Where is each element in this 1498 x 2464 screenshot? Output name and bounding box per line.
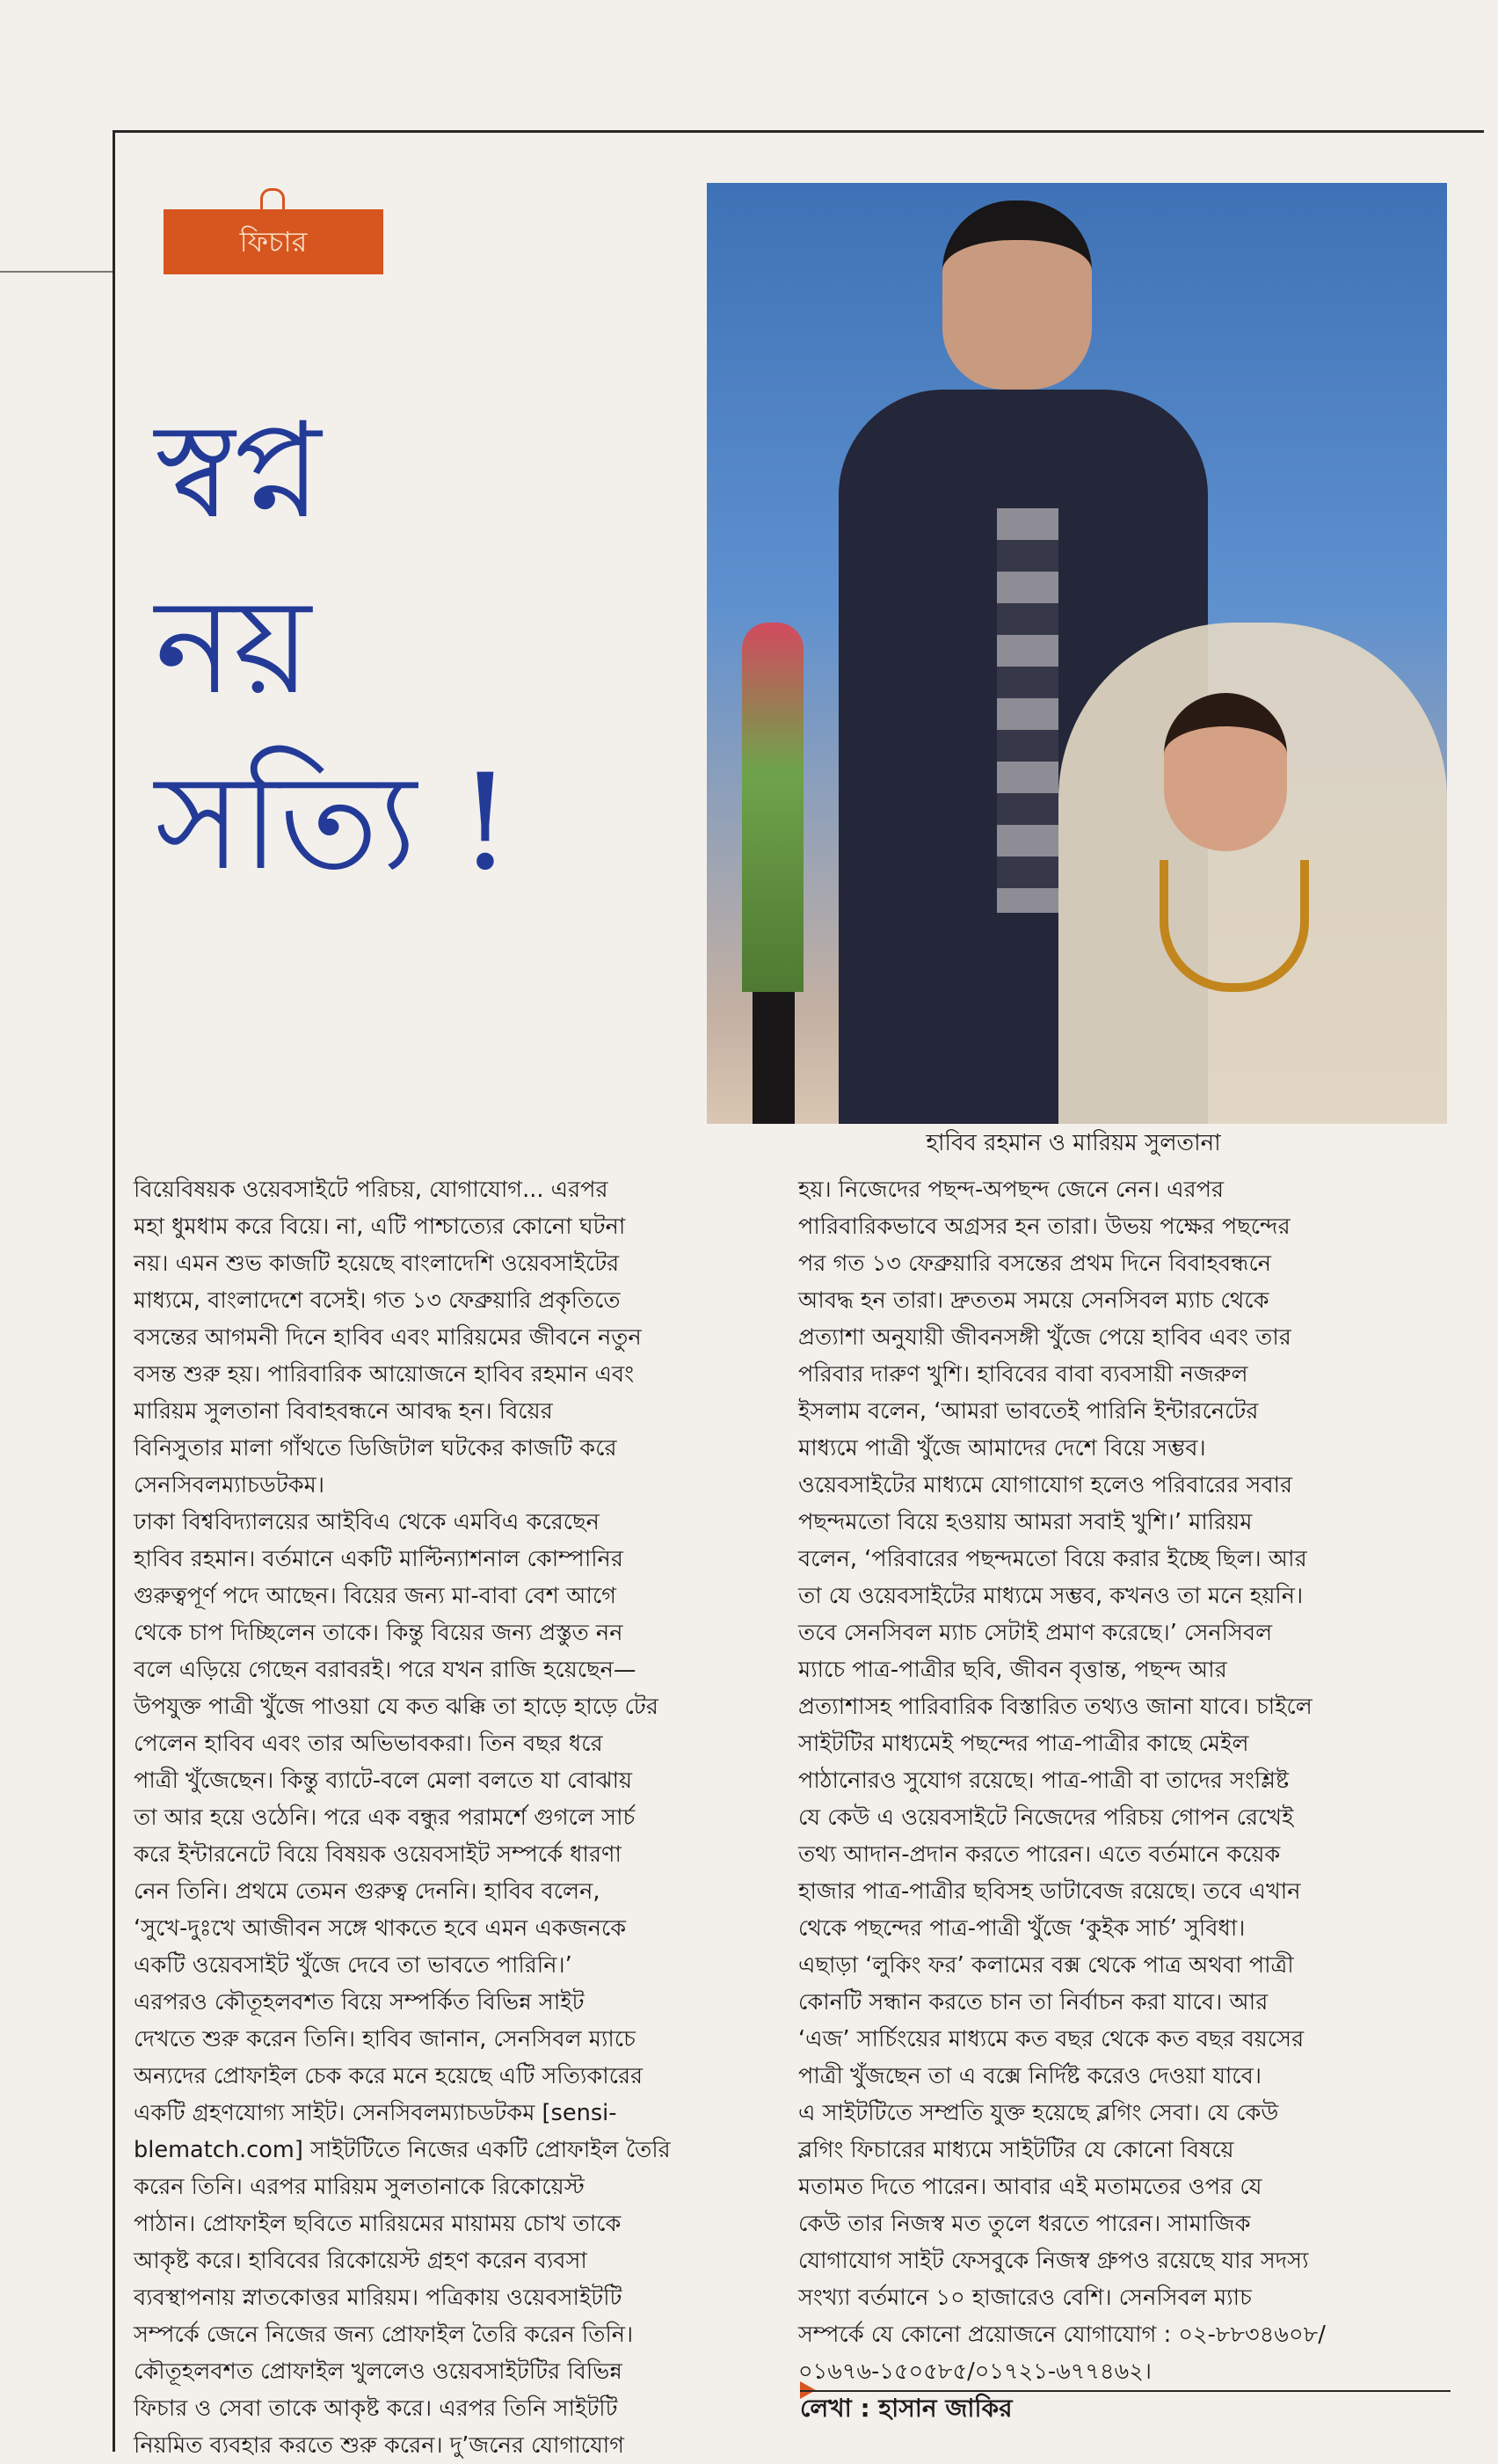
headline-line-1: স্বপ্ন bbox=[155, 395, 322, 548]
body-line: এ সাইটটিতে সম্প্রতি যুক্ত হয়েছে ব্লগিং সেবা। যে কেউ bbox=[798, 2100, 1279, 2126]
body-line: মতামত দিতে পারেন। আবার এই মতামতের ওপর যে bbox=[798, 2174, 1262, 2200]
body-line: পছন্দমতো বিয়ে হওয়ায় আমরা সবাই খুশি।’ মারিয়ম bbox=[798, 1509, 1253, 1535]
body-line: পারিবারিকভাবে অগ্রসর হন তারা। উভয় পক্ষের পছন্দের bbox=[798, 1214, 1291, 1240]
body-line: অন্যদের প্রোফাইল চেক করে মনে হয়েছে এটি সত্যিকারের bbox=[134, 2063, 644, 2089]
bride-necklace bbox=[1160, 860, 1309, 992]
body-line: হাজার পাত্র-পাত্রীর ছবিসহ ডাটাবেজ রয়েছে। তবে এখান bbox=[798, 1878, 1301, 1905]
body-line: একটি ওয়েবসাইট খুঁজে দেবে তা ভাবতে পারিনি।’ bbox=[134, 1952, 572, 1979]
body-line: একটি গ্রহণযোগ্য সাইট। সেনসিবলম্যাচডটকম [sensi- bbox=[134, 2100, 617, 2126]
body-line: পাঠানোরও সুযোগ রয়েছে। পাত্র-পাত্রী বা তাদের সংশ্লিষ্ট bbox=[798, 1768, 1290, 1794]
flower-bouquet bbox=[742, 623, 804, 992]
body-line: ওয়েবসাইটের মাধ্যমে যোগাযোগ হলেও পরিবারের সবার bbox=[798, 1472, 1293, 1498]
body-line: মাধ্যমে পাত্রী খুঁজে আমাদের দেশে বিয়ে সম্ভব। bbox=[798, 1435, 1206, 1462]
page-fold-line bbox=[0, 271, 114, 273]
body-line: মারিয়ম সুলতানা বিবাহবন্ধনে আবদ্ধ হন। বিয়ের bbox=[134, 1398, 553, 1425]
body-line: বলেন, ‘পরিবারের পছন্দমতো বিয়ে করার ইচ্ছে ছিল। আর bbox=[798, 1546, 1307, 1572]
flower-vase bbox=[753, 992, 795, 1124]
body-line: এরপরও কৌতূহলবশত বিয়ে সম্পর্কিত বিভিন্ন সাইট bbox=[134, 1989, 585, 2016]
body-line: বিনিসুতার মালা গাঁথতে ডিজিটাল ঘটকের কাজটি করে bbox=[134, 1435, 617, 1462]
body-line: কোনটি সন্ধান করতে চান তা নির্বাচন করা যাবে। আর bbox=[798, 1989, 1269, 2016]
sherwani-embroidery bbox=[997, 508, 1058, 913]
body-line: সংখ্যা বর্তমানে ১০ হাজারেও বেশি। সেনসিবল ম্যাচ bbox=[798, 2285, 1252, 2311]
body-line: পেলেন হাবিব এবং তার অভিভাবকরা। তিন বছর ধরে bbox=[134, 1731, 603, 1757]
article-column-left bbox=[134, 1171, 780, 2464]
body-line: পাত্রী খুঁজেছেন। কিন্তু ব্যাটে-বলে মেলা বলতে যা বোঝায় bbox=[134, 1768, 633, 1794]
bride-face bbox=[1164, 693, 1287, 851]
headline-line-3: সত্যি ! bbox=[155, 747, 513, 900]
body-line: যে কেউ এ ওয়েবসাইটে নিজেদের পরিচয় গোপন রেখেই bbox=[798, 1804, 1294, 1831]
body-line: সেনসিবলম্যাচডটকম। bbox=[134, 1472, 325, 1498]
section-tag: ফিচার bbox=[164, 209, 383, 274]
body-line: ঢাকা বিশ্ববিদ্যালয়ের আইবিএ থেকে এমবিএ করেছেন bbox=[134, 1509, 600, 1535]
body-line: ফিচার ও সেবা তাকে আকৃষ্ট করে। এরপর তিনি সাইটটি bbox=[134, 2395, 618, 2422]
body-line: করেন তিনি। এরপর মারিয়ম সুলতানাকে রিকোয়েস্ট bbox=[134, 2174, 585, 2200]
body-line: কৌতূহলবশত প্রোফাইল খুললেও ওয়েবসাইটটির বিভিন্ন bbox=[134, 2358, 622, 2385]
body-line: থেকে চাপ দিচ্ছিলেন তাকে। কিন্তু বিয়ের জন্য প্রস্তুত নন bbox=[134, 1620, 623, 1646]
body-line: ‘এজ’ সার্চিংয়ের মাধ্যমে কত বছর থেকে কত বছর বয়সের bbox=[798, 2026, 1305, 2052]
article-column-right bbox=[798, 1171, 1444, 2390]
body-line: ম্যাচে পাত্র-পাত্রীর ছবি, জীবন বৃত্তান্ত, পছন্দ আর bbox=[798, 1657, 1227, 1683]
body-line: নেন তিনি। প্রথমে তেমন গুরুত্ব দেননি। হাবিব বলেন, bbox=[134, 1878, 600, 1905]
body-line: পরিবার দারুণ খুশি। হাবিবের বাবা ব্যবসায়ী নজরুল bbox=[798, 1361, 1248, 1388]
body-line: মাধ্যমে, বাংলাদেশে বসেই। গত ১৩ ফেব্রুয়ারি প্রকৃতিতে bbox=[134, 1287, 621, 1314]
body-line: তবে সেনসিবল ম্যাচ সেটাই প্রমাণ করেছে।’ সেনসিবল bbox=[798, 1620, 1273, 1646]
body-line: প্রত্যাশা অনুযায়ী জীবনসঙ্গী খুঁজে পেয়ে হাবিব এবং তার bbox=[798, 1324, 1291, 1351]
body-line: পাঠান। প্রোফাইল ছবিতে মারিয়মের মায়াময় চোখ তাকে bbox=[134, 2211, 622, 2237]
body-line: নয়। এমন শুভ কাজটি হয়েছে বাংলাদেশি ওয়েবসাইটের bbox=[134, 1250, 620, 1277]
body-line: দেখতে শুরু করেন তিনি। হাবিব জানান, সেনসিবল ম্যাচে bbox=[134, 2026, 636, 2052]
groom-face bbox=[942, 200, 1092, 390]
couple-photo bbox=[707, 183, 1447, 1124]
body-line: হাবিব রহমান। বর্তমানে একটি মাল্টিন্যাশনাল কোম্পানির bbox=[134, 1546, 623, 1572]
body-line: তথ্য আদান-প্রদান করতে পারেন। এতে বর্তমানে কয়েক bbox=[798, 1841, 1281, 1868]
body-line: মহা ধুমধাম করে বিয়ে। না, এটি পাশ্চাত্যের কোনো ঘটনা bbox=[134, 1214, 626, 1240]
byline: লেখা : হাসান জাকির bbox=[800, 2394, 1013, 2423]
body-line: থেকে পছন্দের পাত্র-পাত্রী খুঁজে ‘কুইক সার্চ’ সুবিধা। bbox=[798, 1915, 1246, 1942]
body-line: blematch.com] সাইটটিতে নিজের একটি প্রোফাইল তৈরি bbox=[134, 2137, 671, 2163]
body-line: যোগাযোগ সাইট ফেসবুকে নিজস্ব গ্রুপও রয়েছে যার সদস্য bbox=[798, 2248, 1309, 2274]
body-line: ০১৬৭৬-১৫০৫৮৫/০১৭২১-৬৭৭৪৬২। bbox=[798, 2358, 1153, 2385]
body-line: এছাড়া ‘লুকিং ফর’ কলামের বক্স থেকে পাত্র অথবা পাত্রী bbox=[798, 1952, 1294, 1979]
body-line: পাত্রী খুঁজছেন তা এ বক্সে নির্দিষ্ট করেও দেওয়া যাবে। bbox=[798, 2063, 1262, 2089]
body-line: প্রত্যাশাসহ পারিবারিক বিস্তারিত তথ্যও জানা যাবে। চাইলে bbox=[798, 1694, 1313, 1720]
body-line: বলে এড়িয়ে গেছেন বরাবরই। পরে যখন রাজি হয়েছেন— bbox=[134, 1657, 636, 1683]
body-line: বিয়েবিষয়ক ওয়েবসাইটে পরিচয়, যোগাযোগ... এরপর bbox=[134, 1177, 608, 1203]
headline-line-2: নয় bbox=[155, 571, 311, 724]
body-line: বসন্ত শুরু হয়। পারিবারিক আয়োজনে হাবিব রহমান এবং bbox=[134, 1361, 635, 1388]
body-line: হয়। নিজেদের পছন্দ-অপছন্দ জেনে নেন। এরপর bbox=[798, 1177, 1225, 1203]
body-line: ‘সুখে-দুঃখে আজীবন সঙ্গে থাকতে হবে এমন একজনকে bbox=[134, 1915, 627, 1942]
section-tag-ornament bbox=[260, 188, 285, 210]
body-line: গুরুত্বপূর্ণ পদে আছেন। বিয়ের জন্য মা-বাবা বেশ আগে bbox=[134, 1583, 617, 1609]
body-line: তা আর হয়ে ওঠেনি। পরে এক বন্ধুর পরামর্শে গুগলে সার্চ bbox=[134, 1804, 636, 1831]
body-line: বসন্তের আগমনী দিনে হাবিব এবং মারিয়মের জীবনে নতুন bbox=[134, 1324, 642, 1351]
body-line: আকৃষ্ট করে। হাবিবের রিকোয়েস্ট গ্রহণ করেন ব্যবসা bbox=[134, 2248, 587, 2274]
headline bbox=[155, 396, 647, 923]
body-line: কেউ তার নিজস্ব মত তুলে ধরতে পারেন। সামাজিক bbox=[798, 2211, 1251, 2237]
body-line: করে ইন্টারনেটে বিয়ে বিষয়ক ওয়েবসাইট সম্পর্কে ধারণা bbox=[134, 1841, 622, 1868]
byline-rule bbox=[800, 2390, 1451, 2392]
body-line: সম্পর্কে জেনে নিজের জন্য প্রোফাইল তৈরি করেন তিনি। bbox=[134, 2322, 634, 2348]
body-line: ব্যবস্থাপনায় স্নাতকোত্তর মারিয়ম। পত্রিকায় ওয়েবসাইটটি bbox=[134, 2285, 622, 2311]
body-line: সাইটটির মাধ্যমেই পছন্দের পাত্র-পাত্রীর কাছে মেইল bbox=[798, 1731, 1249, 1757]
body-line: ব্লগিং ফিচারের মাধ্যমে সাইটটির যে কোনো বিষয়ে bbox=[798, 2137, 1234, 2163]
body-line: ইসলাম বলেন, ‘আমরা ভাবতেই পারিনি ইন্টারনেটের bbox=[798, 1398, 1259, 1425]
body-line: পর গত ১৩ ফেব্রুয়ারি বসন্তের প্রথম দিনে বিবাহবন্ধনে bbox=[798, 1250, 1272, 1277]
body-line: সম্পর্কে যে কোনো প্রয়োজনে যোগাযোগ : ০২-৮৮৩৪৬০৮/ bbox=[798, 2322, 1326, 2348]
body-line: তা যে ওয়েবসাইটের মাধ্যমে সম্ভব, কখনও তা মনে হয়নি। bbox=[798, 1583, 1304, 1609]
body-line: নিয়মিত ব্যবহার করতে শুরু করেন। দু’জনের যোগাযোগ bbox=[134, 2432, 625, 2459]
body-line: আবদ্ধ হন তারা। দ্রুততম সময়ে সেনসিবল ম্যাচ থেকে bbox=[798, 1287, 1269, 1314]
body-line: উপযুক্ত পাত্রী খুঁজে পাওয়া যে কত ঝক্কি তা হাড়ে হাড়ে টের bbox=[134, 1694, 658, 1720]
photo-caption: হাবিব রহমান ও মারিয়ম সুলতানা bbox=[926, 1130, 1221, 1156]
